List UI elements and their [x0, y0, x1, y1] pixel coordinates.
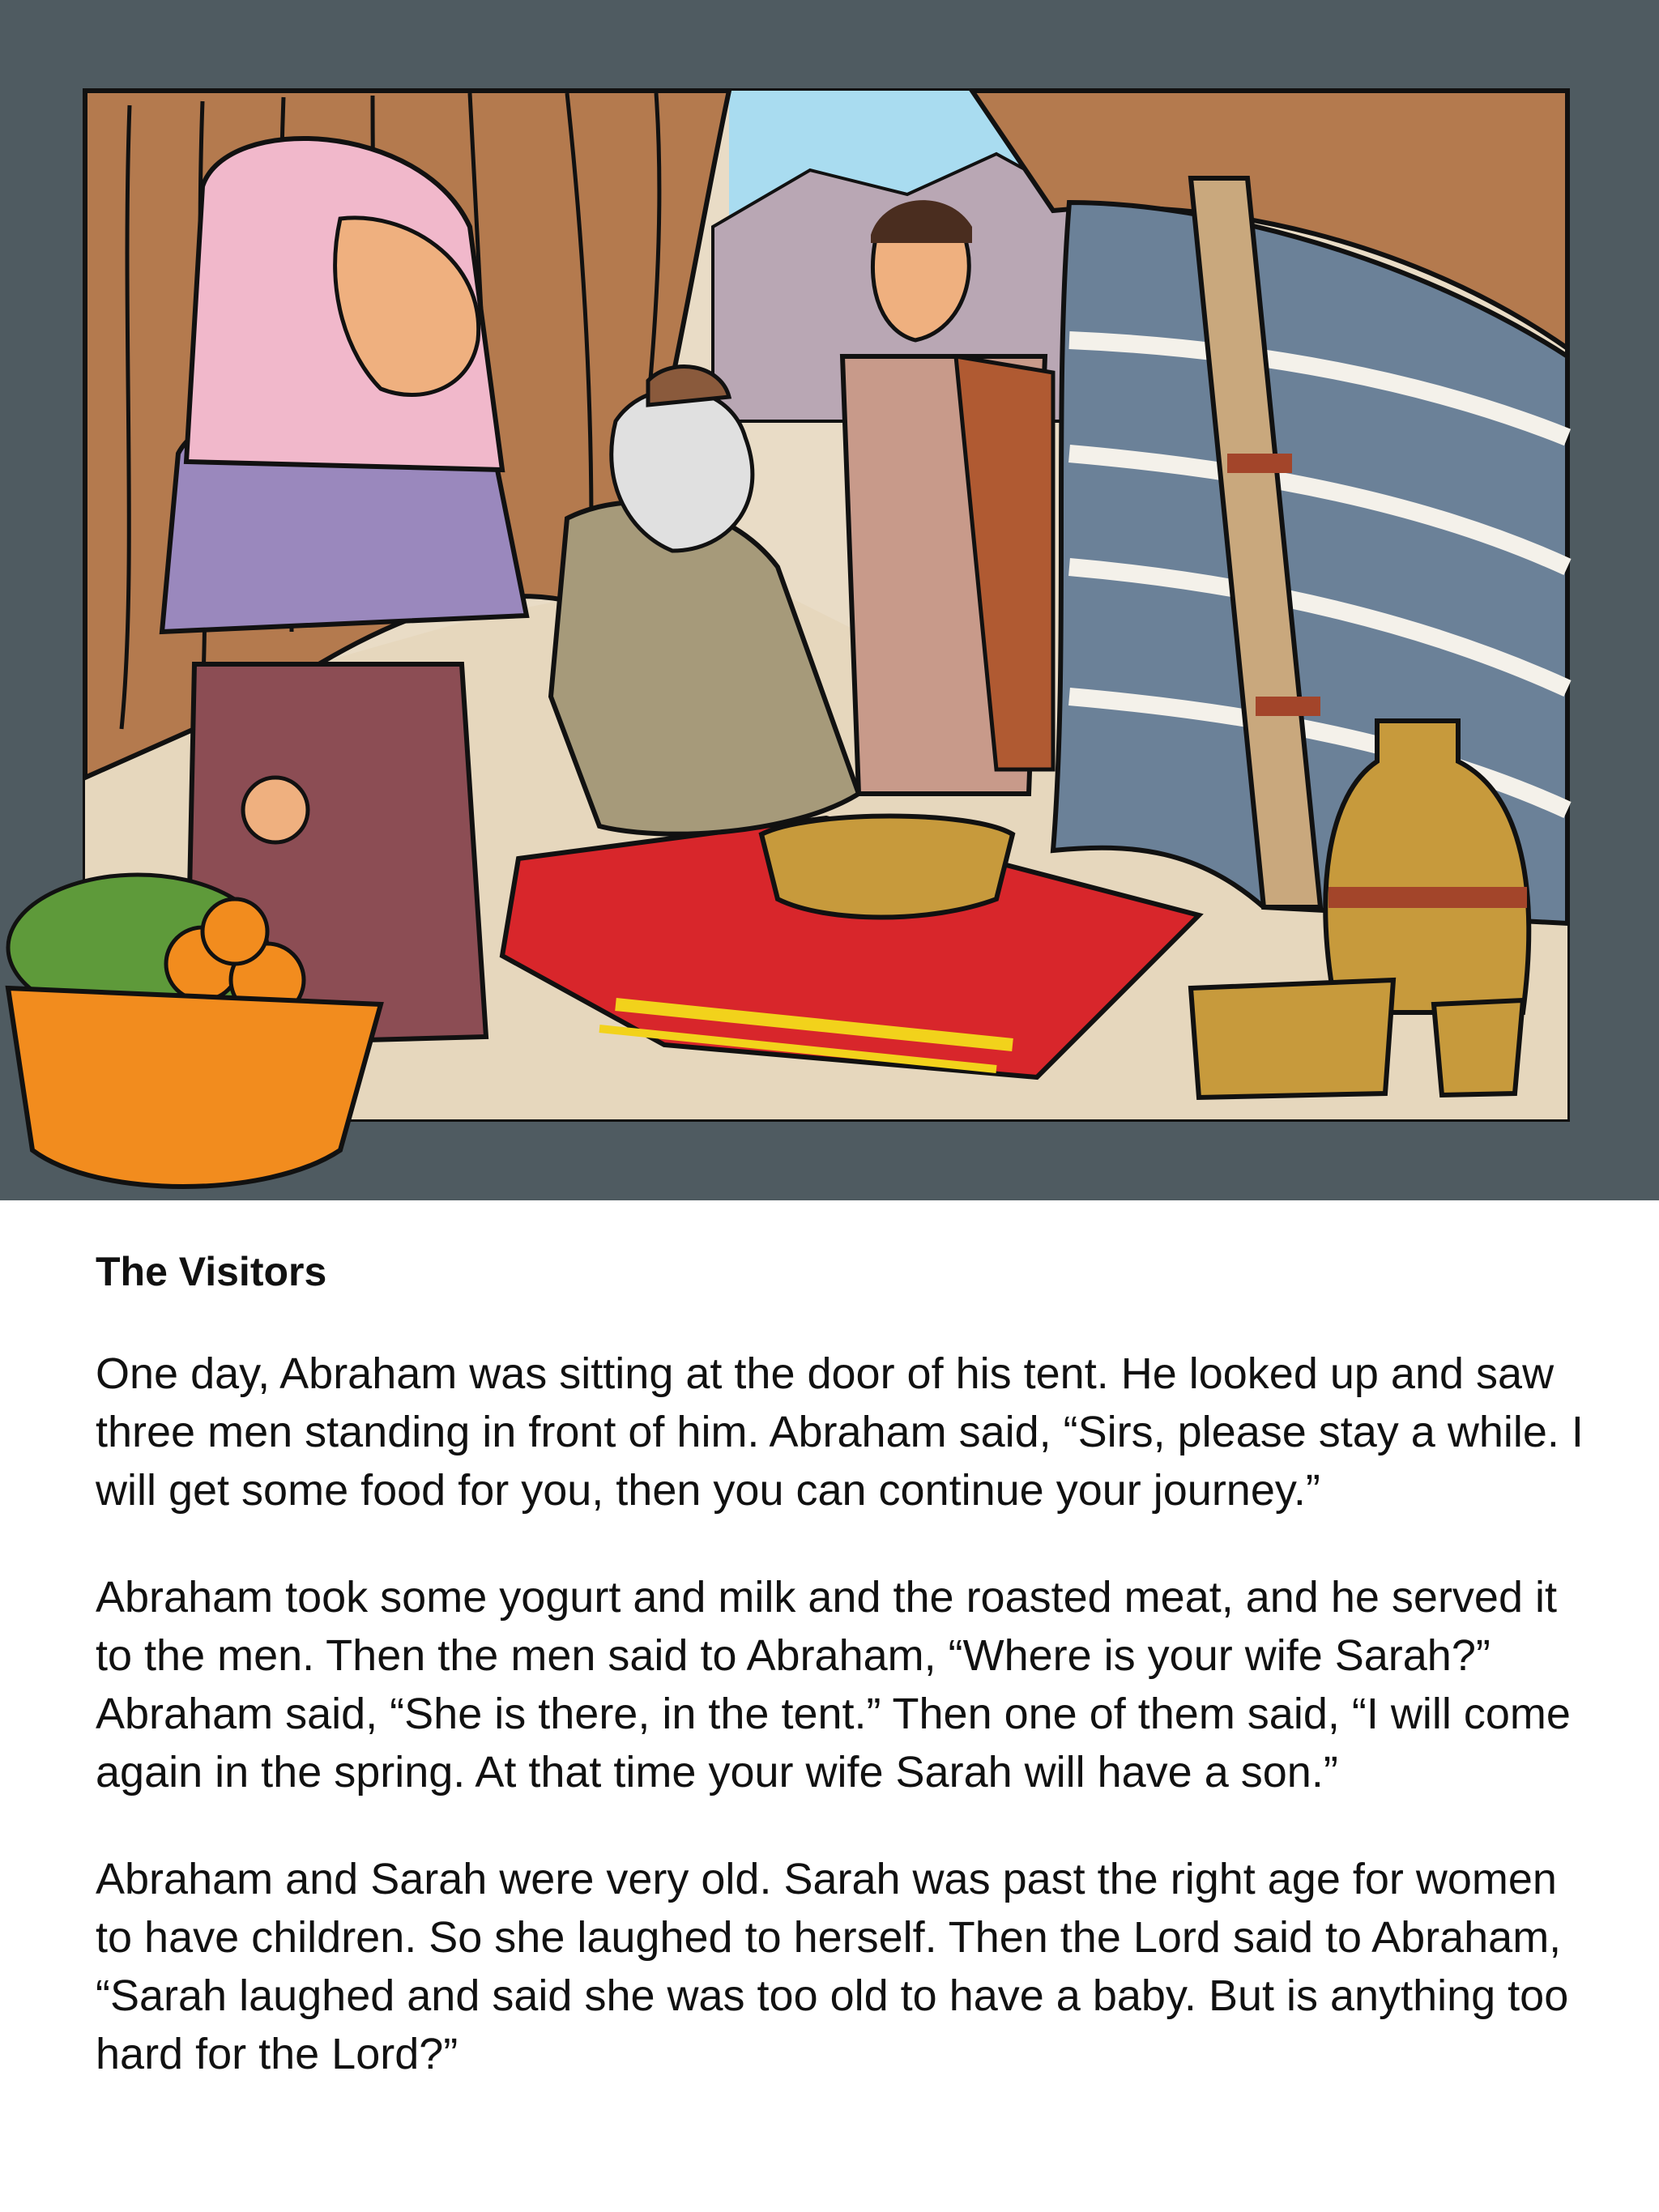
- story-paragraph-1: One day, Abraham was sitting at the door of his tent. He looked up and saw three men standing in front of him. Abraham said, “Sirs, please stay a while. I will get some food for you, then you can continue your journey.”: [96, 1349, 1584, 1515]
- story-paragraph-3: Abraham and Sarah were very old. Sarah was past the right age for women to have children. So she laughed to herself. Then the Lord said to Abraham, “Sarah laughed and said she was too old to have a baby. But is anything too hard for the Lord?”: [96, 1855, 1569, 2078]
- bowl: [761, 816, 1013, 918]
- story-title: The Visitors: [96, 1249, 327, 1294]
- story-text: [96, 1247, 1602, 2132]
- story-paragraph-2: Abraham took some yogurt and milk and the roasted meat, and he served it to the men. Then the men said to Abraham, “Where is your wife Sarah?” Abraham said, “She is there, in the tent.” Then one of them said, “I will come again in the spring. At that time your wife Sarah will have a son.”: [96, 1573, 1571, 1796]
